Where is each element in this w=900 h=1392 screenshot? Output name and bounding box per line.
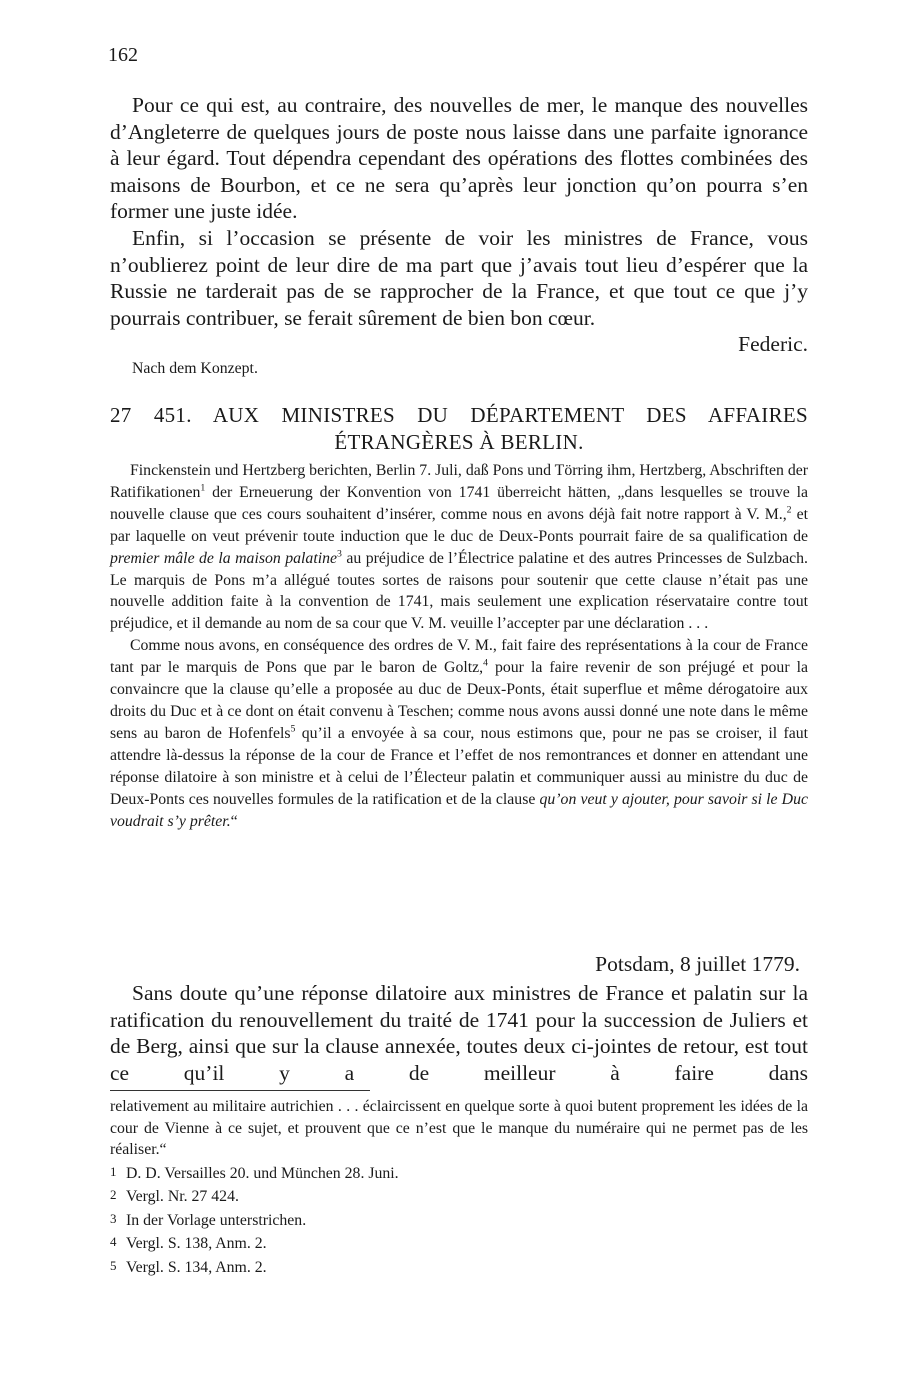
footnotes [110,1096,808,1278]
heading-line-1 [110,402,808,429]
paragraph: Enfin, si l’occasion se présente de voir les ministres de France, vous n’oublierez point de leur dire de ma part que j’avais tout lieu d’espérer que la Russie ne tarderait pas de se rapprocher de la France, et que tout ce que j’y pourrais contribuer, se ferait sûrement de bien bon cœur. [110,225,808,330]
footnote-ref: 4 [483,657,488,669]
footnote-continuation: relativement au militaire autrichien . . . éclaircissent en quelque sorte à quoi butent proprement les idées de la cour de Vienne à ce sujet, et prouvent que ce n’est que le manque du numéraire qui ne permet pas de les réaliser.“ [110,1098,808,1158]
summary-paragraph: Comme nous avons, en conséquence des ordres de V. M., fait faire des représentations à la cour de France tant par le marquis de Pons que par le baron de Goltz,$^4$ pour la faire revenir de son préjugé et pour la convaincre que la clause qu’elle a proposée au duc de Deux-Ponts, était superflue et même dérogatoire aux droits du Duc et à ce dont on était convenu à Teschen; comme nous avons aussi donné une note dans le même sens au baron de Hofenfels$^5$ qu’il a envoyée à sa cour, nous estimons que, pour ne pas se croiser, il faut attendre là-dessus la réponse de la cour de France et l’effet de nos remontrances et donner en attendant une réponse dilatoire à son ministre et à celui de l’Électeur palatin et communiquer aussi au ministre du duc de Deux-Ponts ces nouvelles formules de la ratification et de la clause qu’on veut y ajouter, pour savoir si le Duc voudrait s’y prêter.“ [110,637,809,830]
source-note: Nach dem Konzept. [132,360,258,377]
paragraph: Sans doute qu’une réponse dilatoire aux ministres de France et palatin sur la ratification du renouvellement du traité de 1741 pour la succession de Juliers et de Berg, ainsi que sur la clause annexée, toutes deux ci-jointes de retour, est tout ce qu’il y a de meilleur à faire dans [110,981,808,1085]
document-number: 27 451. [110,403,192,427]
summary-paragraph: Finckenstein und Hertzberg berichten, Berlin 7. Juli, daß Pons und Törring ihm, Hertzberg, Abschriften der Ratifikationen$^1$ der Erneuerung der Konvention von 1741 überreicht hätten, „dans lesquelles se trouve la nouvelle clause que ces cours souhaitent d’insérer, comme nous en avons déjà fait notre rapport à V. M.,$^2$ et par laquelle on veut prévenir toute induction que le duc de Deux-Ponts pourrait faire de sa qualification de premier mâle de la maison palatine$^3$ au préjudice de l’Électrice palatine et des autres Princesses de Sulzbach. Le marquis de Pons m’a allégué toutes sortes de raisons pour soutenir que cette clause n’était pas une nouvelle addition faite à la convention de 1741, mais seulement une explication réservataire contre tout préjudice, et il demande au nom de sa cour que V. M. veuille l’accepter par une déclaration . . . [110,462,809,633]
footnote-ref: 3 [337,548,342,560]
emphasis: qu’on veut y ajouter, pour savoir si le Duc voudrait s’y prêter. [110,790,808,830]
footnote: 2 Vergl. Nr. 27 424. [110,1187,239,1205]
dateline: Potsdam, 8 juillet 1779. [595,952,800,976]
signature: Federic. [738,332,808,357]
footnote: 4 Vergl. S. 138, Anm. 2. [110,1234,267,1252]
footnote-ref: 5 [290,723,296,735]
footnote-ref: 2 [786,504,792,516]
paragraph: Pour ce qui est, au contraire, des nouvelles de mer, le manque des nouvelles d’Angleterre de quelques jours de poste nous laisse dans une parfaite ignorance à leur égard. Tout dépendra cependant des opérations des flottes combinées des maisons de Bourbon, et ce ne sera qu’après leur jonction qu’on pourra s’en former une juste idée. [110,93,808,224]
heading-title-2: ÉTRANGÈRES À BERLIN. [334,430,584,454]
document-heading [110,402,808,456]
letter-body [110,980,808,1086]
footnote-ref: 1 [200,482,206,494]
footnote: 1 D. D. Versailles 20. und München 28. Juni. [110,1163,399,1182]
footnote-rule [110,1090,370,1091]
letter-continuation [110,92,808,358]
heading-title-1: AUX MINISTRES DU DÉPARTEMENT DES AFFAIRES [212,403,808,427]
emphasis: premier mâle de la maison palatine [110,549,338,567]
footnote: 3 In der Vorlage unterstrichen. [110,1210,307,1229]
page-number: 162 [108,44,138,66]
summary-block [110,460,808,832]
footnote: 5 Vergl. S. 134, Anm. 2. [110,1257,267,1276]
